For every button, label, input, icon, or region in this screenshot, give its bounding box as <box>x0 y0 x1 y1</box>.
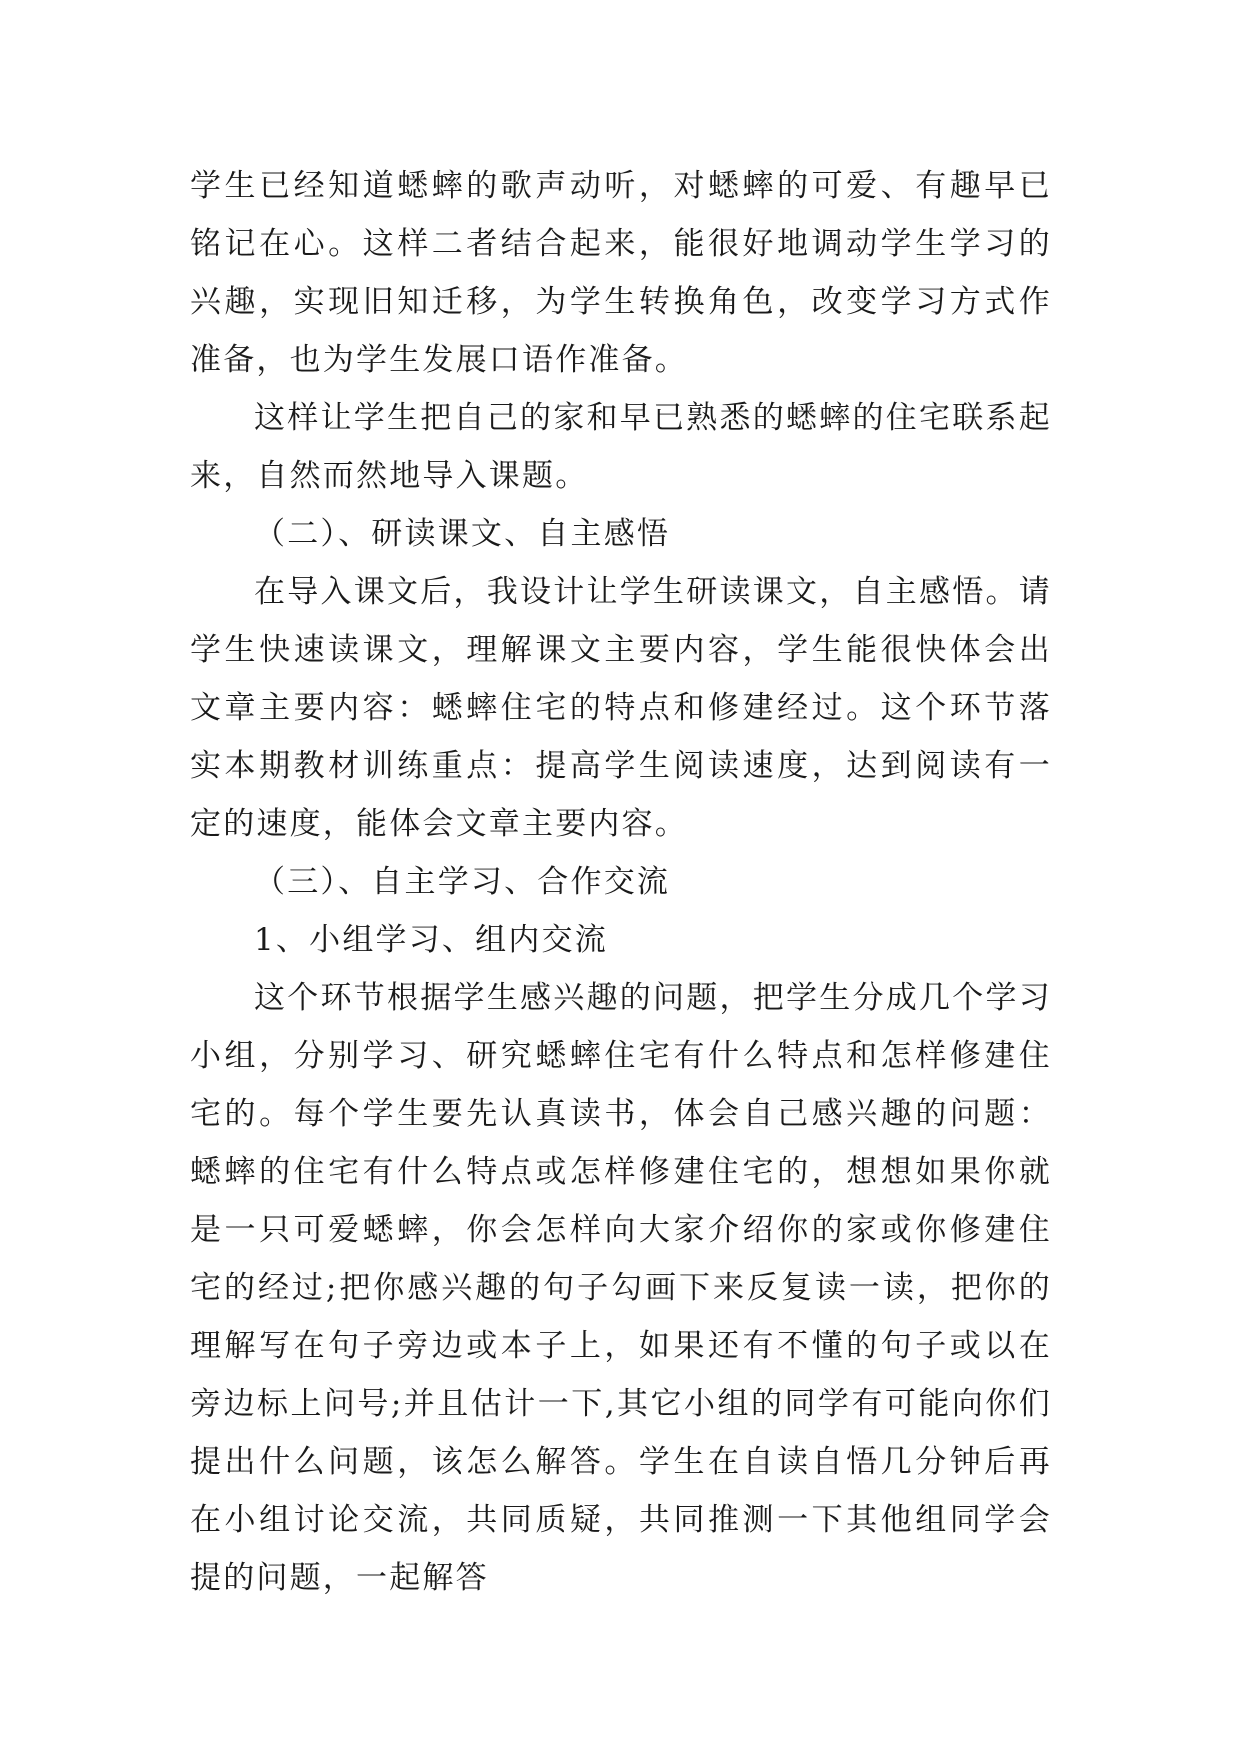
section-heading: （二）、研读课文、自主感悟 <box>254 516 671 552</box>
paragraph-body: 这样让学生把自己的家和早已熟悉的蟋蟀的住宅联系起来，自然而然地导入课题。 <box>190 400 1052 494</box>
paragraph-continuation: 学生已经知道蟋蟀的歌声动听，对蟋蟀的可爱、有趣早已铭记在心。这样二者结合起来，能很好地调动学生学习的兴趣，实现旧知迁移，为学生转换角色，改变学习方式作准备，也为学生发展口语作准备。 <box>190 168 1052 378</box>
document-body <box>190 157 1052 1607</box>
paragraph-body: 在导入课文后，我设计让学生研读课文，自主感悟。请学生快速读课文，理解课文主要内容，学生能很快体会出文章主要内容：蟋蟀住宅的特点和修建经过。这个环节落实本期教材训练重点：提高学生阅读速度，达到阅读有一定的速度，能体会文章主要内容。 <box>190 574 1052 842</box>
paragraph-body: 这个环节根据学生感兴趣的问题，把学生分成几个学习小组，分别学习、研究蟋蟀住宅有什么特点和怎样修建住宅的。每个学生要先认真读书，体会自己感兴趣的问题：蟋蟀的住宅有什么特点或怎样修建住宅的，想想如果你就是一只可爱蟋蟀，你会怎样向大家介绍你的家或你修建住宅的经过;把你感兴趣的句子勾画下来反复读一读，把你的理解写在句子旁边或本子上，如果还有不懂的句子或以在旁边标上问号;并且估计一下,其它小组的同学有可能向你们提出什么问题，该怎么解答。学生在自读自悟几分钟后再在小组讨论交流，共同质疑，共同推测一下其他组同学会提的问题，一起解答 <box>190 980 1052 1596</box>
section-heading: （三）、自主学习、合作交流 <box>254 864 671 900</box>
subsection-heading: 1、小组学习、组内交流 <box>254 922 608 958</box>
